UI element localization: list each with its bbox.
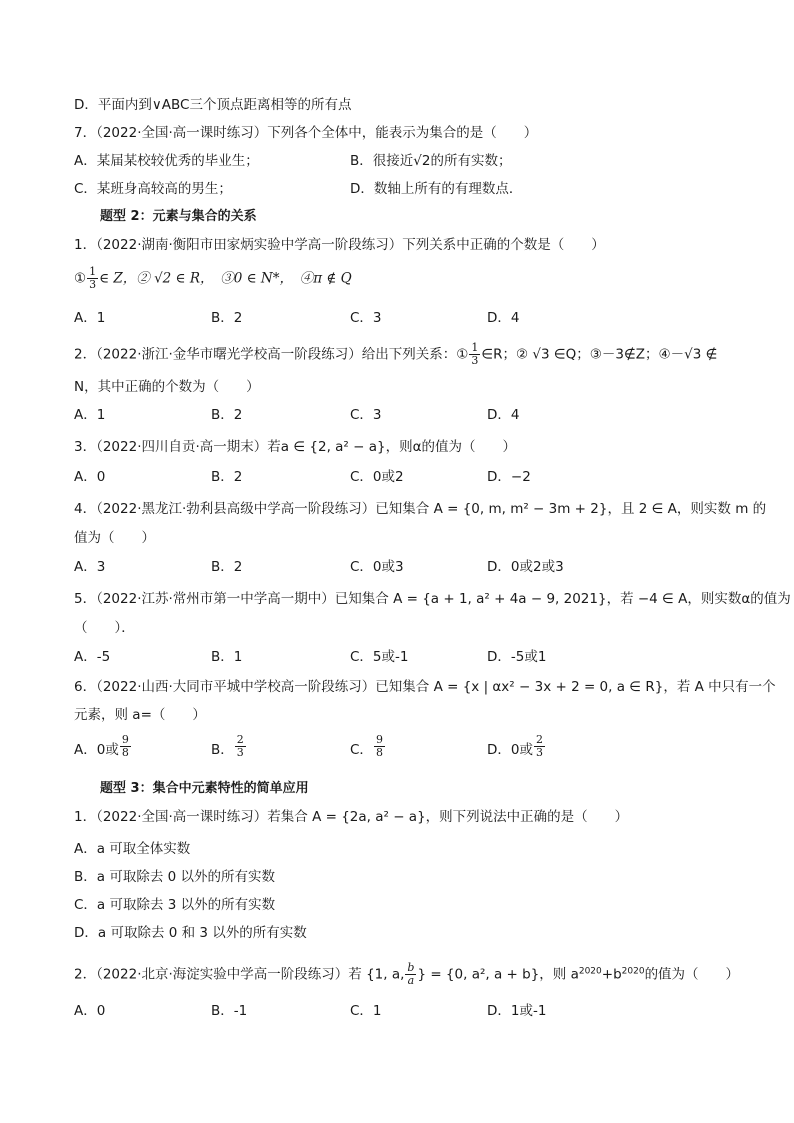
q6-option-a: [74, 732, 132, 759]
q6-a-fraction: [120, 734, 131, 759]
t3-q1-option-d: D．a 可取除去 0 和 3 以外的所有实数: [74, 925, 307, 941]
q6-d-prefix: D．0或: [487, 742, 533, 758]
q7-option-c: C．某班身高较高的男生；: [74, 181, 232, 197]
q2-frac-den: 3: [471, 354, 479, 367]
q1-relation-rest: ∈ Z，② √2 ∈ R， ③0 ∈ N*， ④π ∉ Q: [99, 270, 352, 287]
t3-q2-options: [74, 1002, 714, 1020]
q2-option-c: C．3: [350, 407, 382, 423]
q5-option-c: C．5或-1: [350, 649, 409, 665]
q7-options-row1: [74, 152, 714, 170]
q5-option-a: A．-5: [74, 649, 111, 665]
q7-option-b: B．很接近√2的所有实数；: [350, 153, 512, 169]
section-heading-3: 题型 3：集合中元素特性的简单应用: [100, 781, 309, 796]
t2-q3-options: [74, 468, 714, 486]
q4-option-d: D．0或2或3: [487, 559, 564, 575]
q2-option-a: A．1: [74, 407, 106, 423]
q5-option-b: B．1: [211, 649, 243, 665]
t3-q1-option-c: C．a 可取除去 3 以外的所有实数: [74, 897, 276, 913]
q2-option-b: B．2: [211, 407, 243, 423]
q1-option-c: C．3: [350, 310, 382, 326]
q3-option-c: C．0或2: [350, 469, 404, 485]
t3-q2-option-b: B．-1: [211, 1003, 248, 1019]
t3-q2-option-c: C．1: [350, 1003, 382, 1019]
t2-question-6: 6．（2022·山西·大同市平城中学校高一阶段练习）已知集合 A = {x | αx² − 3x + 2 = 0, a ∈ R}，若 A 中只有一个: [74, 679, 776, 695]
q6-d-num: 2: [535, 732, 543, 746]
q6-d-fraction: [534, 734, 545, 759]
t3-q2-option-d: D．1或-1: [487, 1003, 547, 1019]
t2-q4-continued: 值为（ ）: [74, 530, 155, 546]
q6-b-prefix: B．: [211, 742, 234, 758]
t2-exponent-2: 2020: [621, 966, 645, 977]
t2-q5-continued: （ ）．: [74, 620, 135, 636]
q3-option-d: D．−2: [487, 469, 531, 485]
q6-b-num: 2: [236, 732, 244, 746]
t2-question-5: 5．（2022·江苏·常州市第一中学高一期中）已知集合 A = {a + 1, a² + 4a − 9, 2021}，若 −4 ∈ A，则实数α的值为: [74, 591, 791, 607]
q1-relation-index: ①: [74, 270, 87, 287]
t3-q1-option-b: B．a 可取除去 0 以外的所有实数: [74, 869, 275, 885]
t2-q6-options: [74, 732, 714, 759]
t3-question-2: [74, 962, 739, 987]
q1-option-d: D．4: [487, 310, 520, 326]
q6-c-fraction: [374, 734, 385, 759]
q6-a-num: 9: [121, 732, 129, 746]
q3-option-a: A．0: [74, 469, 106, 485]
q1-frac-den: 3: [89, 278, 97, 291]
q6-c-prefix: C．: [350, 742, 373, 758]
q6-c-den: 8: [375, 745, 383, 759]
q4-option-a: A．3: [74, 559, 106, 575]
t2-question-4: 4．（2022·黑龙江·勃利县高级中学高一阶段练习）已知集合 A = {0, m, m² − 3m + 2}，且 2 ∈ A，则实数 m 的: [74, 501, 767, 517]
t2-q6-continued: 元素，则 a=（ ）: [74, 707, 206, 723]
q6-option-d: [487, 732, 546, 759]
q6-option-b: [211, 732, 247, 759]
t2-plus: +b: [601, 966, 622, 983]
t2-question-1: 1．（2022·湖南·衡阳市田家炳实验中学高一阶段练习）下列关系中正确的个数是（ ）: [74, 237, 605, 253]
q4-option-b: B．2: [211, 559, 243, 575]
q2-frac-num: 1: [471, 341, 479, 354]
q4-option-c: C．0或3: [350, 559, 404, 575]
section-heading-2: 题型 2：元素与集合的关系: [100, 209, 257, 224]
q7-option-d: D．数轴上所有的有理数点．: [350, 181, 523, 197]
t2-q1-relations: [74, 266, 352, 291]
q6-option-c: [350, 732, 386, 759]
q7-option-a: A．某届某校较优秀的毕业生；: [74, 153, 259, 169]
q3-option-b: B．2: [211, 469, 243, 485]
t2-frac-den: a: [407, 974, 415, 987]
q2-text-post: ∈R；② √3 ∈Q；③－3∉Z；④－√3 ∉: [481, 346, 718, 363]
q6-a-den: 8: [121, 745, 129, 759]
t2-q5-options: [74, 648, 714, 666]
q1-fraction: [87, 266, 98, 291]
q6-a-prefix: A．0或: [74, 742, 119, 758]
t2-q4-options: [74, 558, 714, 576]
t2-text-mid: } = {0, a², a + b}，则 a: [417, 966, 579, 983]
option-d-prev: D．平面内到∨ABC三个顶点距离相等的所有点: [74, 97, 352, 113]
t2-q2-options: [74, 406, 714, 424]
q2-fraction: [469, 342, 480, 367]
question-7: 7．（2022·全国·高一课时练习）下列各个全体中，能表示为集合的是（ ）: [74, 125, 538, 141]
t3-q2-option-a: A．0: [74, 1003, 106, 1019]
q1-option-b: B．2: [211, 310, 243, 326]
t3-question-1: 1．（2022·全国·高一课时练习）若集合 A = {2a, a² − a}，则下列说法中正确的是（ ）: [74, 809, 629, 825]
q6-b-fraction: [235, 734, 246, 759]
t2-question-2: [74, 342, 717, 367]
q7-options-row2: [74, 180, 714, 198]
q6-b-den: 3: [236, 745, 244, 759]
t2-exponent-1: 2020: [578, 966, 602, 977]
t2-question-3: 3．（2022·四川自贡·高一期末）若a ∈ {2, a² − a}，则α的值为（ ）: [74, 439, 516, 455]
q6-c-num: 9: [375, 732, 383, 746]
q1-option-a: A．1: [74, 310, 106, 326]
t2-frac-num: b: [407, 961, 415, 974]
t2-q1-options: [74, 309, 714, 327]
t2-fraction: [405, 962, 416, 987]
q6-d-den: 3: [535, 745, 543, 759]
t2-text-post: 的值为（ ）: [644, 966, 740, 983]
t2-text-pre: 2．（2022·北京·海淀实验中学高一阶段练习）若 {1, a,: [74, 966, 405, 983]
t3-q1-option-a: A．a 可取全体实数: [74, 841, 191, 857]
q5-option-d: D．-5或1: [487, 649, 547, 665]
q1-frac-num: 1: [89, 265, 97, 278]
q2-option-d: D．4: [487, 407, 520, 423]
q2-text-pre: 2．（2022·浙江·金华市曙光学校高一阶段练习）给出下列关系：①: [74, 346, 469, 363]
t2-q2-continued: N，其中正确的个数为（ ）: [74, 379, 260, 395]
